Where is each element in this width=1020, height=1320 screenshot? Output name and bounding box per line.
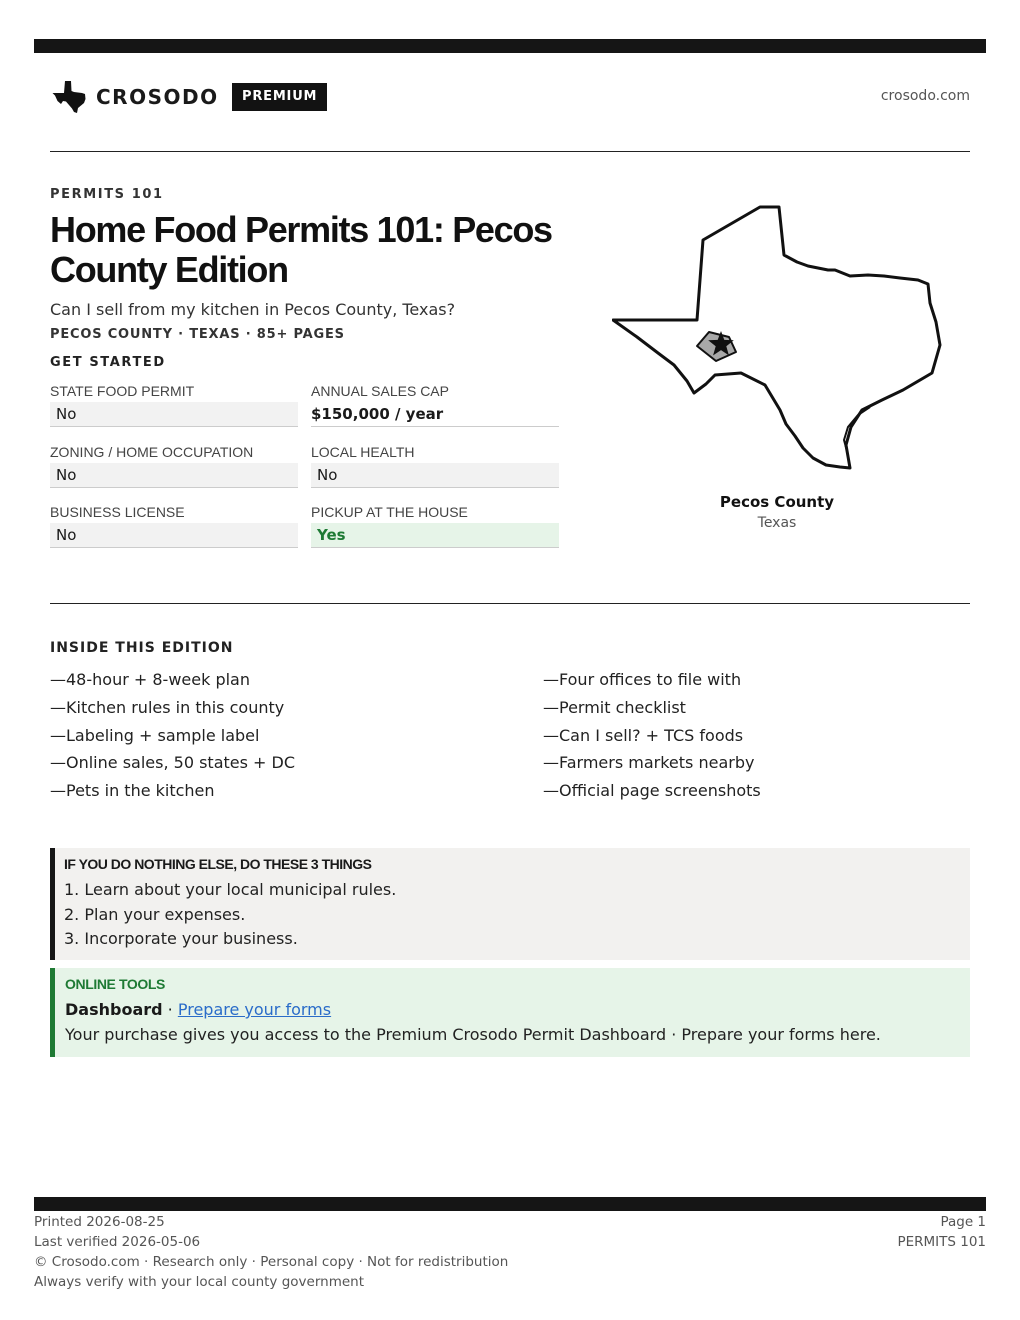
header-divider: [50, 151, 970, 152]
list-item: —Can I sell? + TCS foods: [543, 725, 744, 745]
fact-label: ZONING / HOME OCCUPATION: [50, 444, 254, 460]
texas-outline: [613, 207, 940, 468]
printed-date: Printed 2026-08-25: [34, 1214, 165, 1230]
eyebrow-label: PERMITS 101: [50, 187, 164, 202]
list-item: 3. Incorporate your business.: [64, 929, 298, 948]
verified-date: Last verified 2026-05-06: [34, 1234, 201, 1250]
page-subtitle: Can I sell from my kitchen in Pecos County, Texas?: [50, 300, 456, 319]
fact-label: BUSINESS LICENSE: [50, 504, 185, 520]
fact-label: ANNUAL SALES CAP: [311, 383, 449, 399]
fact-local-health: [311, 443, 559, 488]
inside-list-right: [543, 666, 761, 805]
fact-value: No: [311, 463, 559, 488]
page-number: Page 1: [940, 1214, 986, 1230]
header: [50, 78, 970, 118]
premium-badge: PREMIUM: [232, 83, 327, 111]
map-state-label: Texas: [757, 515, 797, 531]
verify-note: Always verify with your local county government: [34, 1274, 364, 1290]
list-item: —Four offices to file with: [543, 670, 742, 689]
do-these-heading: IF YOU DO NOTHING ELSE, DO THESE 3 THINGS: [64, 856, 372, 872]
page-title: Home Food Permits 101: Pecos County Edition: [50, 209, 552, 290]
fact-pickup-at-house: [311, 503, 559, 548]
list-item: —Official page screenshots: [543, 781, 761, 801]
section-label: PERMITS 101: [897, 1234, 986, 1250]
edition-meta: PECOS COUNTY · TEXAS · 85+ PAGES: [50, 327, 345, 342]
list-item: —48-hour + 8-week plan: [50, 670, 250, 689]
copyright: © Crosodo.com · Research only · Personal copy · Not for redistribution: [34, 1254, 509, 1270]
top-bar: [34, 39, 986, 53]
texas-map: [612, 205, 944, 473]
fact-annual-sales-cap: [311, 382, 559, 427]
logo[interactable]: [52, 80, 219, 114]
online-tools-heading: ONLINE TOOLS: [65, 976, 165, 992]
dashboard-label: Dashboard: [65, 1000, 163, 1019]
list-item: —Pets in the kitchen: [50, 781, 215, 801]
list-item: 1. Learn about your local municipal rules.: [64, 880, 397, 899]
tools-description: Your purchase gives you access to the Premium Crosodo Permit Dashboard · Prepare your forms here.: [65, 1025, 881, 1044]
tools-links-row: [65, 1000, 970, 1019]
list-item: —Permit checklist: [543, 697, 686, 717]
list-item: —Farmers markets nearby: [543, 753, 755, 773]
brand-name: CROSODO: [96, 85, 219, 109]
list-item: —Kitchen rules in this county: [50, 697, 285, 717]
separator: ·: [162, 1000, 178, 1019]
texas-silhouette-icon: [52, 80, 86, 114]
fact-label: LOCAL HEALTH: [311, 444, 415, 460]
do-these-list: [64, 878, 970, 952]
footer-left: [34, 1212, 508, 1292]
site-url[interactable]: crosodo.com: [880, 88, 970, 104]
fact-value: Yes: [311, 523, 559, 548]
county-map: [612, 205, 944, 473]
fact-label: PICKUP AT THE HOUSE: [311, 504, 468, 520]
fact-business-license: [50, 503, 298, 548]
online-tools-box: [50, 968, 970, 1057]
inside-heading: INSIDE THIS EDITION: [50, 640, 234, 656]
inside-list-left: [50, 666, 295, 805]
list-item: —Online sales, 50 states + DC: [50, 753, 296, 773]
get-started-heading: GET STARTED: [50, 355, 166, 370]
section-divider: [50, 603, 970, 604]
fact-value: $150,000 / year: [311, 402, 559, 427]
list-item: 2. Plan your expenses.: [64, 904, 246, 924]
fact-value: No: [50, 463, 298, 488]
prepare-forms-link[interactable]: Prepare your forms: [177, 1000, 332, 1019]
list-item: —Labeling + sample label: [50, 725, 260, 745]
map-county-label: Pecos County: [719, 493, 835, 511]
footer-right: [897, 1212, 986, 1252]
bottom-bar: [34, 1197, 986, 1211]
fact-zoning: [50, 443, 298, 488]
fact-value: No: [50, 402, 298, 427]
fact-label: STATE FOOD PERMIT: [50, 383, 195, 399]
do-these-box: [50, 848, 970, 960]
fact-value: No: [50, 523, 298, 548]
fact-state-food-permit: [50, 382, 298, 427]
